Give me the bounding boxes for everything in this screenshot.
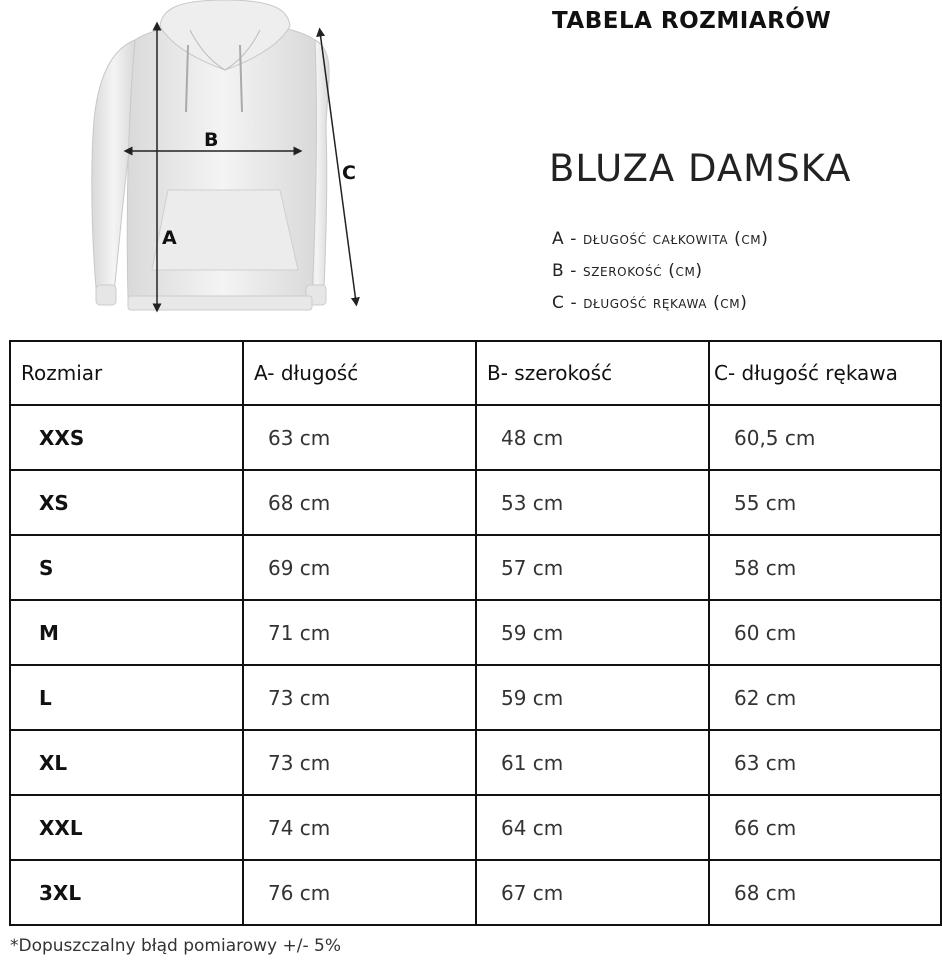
page-title: TABELA ROZMIARÓW: [552, 8, 832, 34]
header-width: B- szerokość: [476, 341, 709, 405]
cell-size: XS: [10, 470, 243, 535]
legend-b: B - szerokość (cm): [552, 261, 703, 281]
table-row: [10, 470, 941, 535]
table-row: [10, 535, 941, 600]
measurement-legend: [552, 223, 769, 319]
cell-width: 64 cm: [476, 795, 709, 860]
size-table: [9, 340, 942, 926]
cell-sleeve: 68 cm: [709, 860, 941, 925]
cell-size: XXS: [10, 405, 243, 470]
cell-size: S: [10, 535, 243, 600]
cell-length: 63 cm: [243, 405, 476, 470]
cell-width: 59 cm: [476, 665, 709, 730]
header-sleeve: C- długość rękawa: [709, 341, 941, 405]
table-row: [10, 860, 941, 925]
cell-sleeve: 55 cm: [709, 470, 941, 535]
hoodie-diagram: [80, 0, 370, 315]
header-size: Rozmiar: [10, 341, 243, 405]
cell-size: M: [10, 600, 243, 665]
cell-width: 59 cm: [476, 600, 709, 665]
cell-sleeve: 58 cm: [709, 535, 941, 600]
product-title: BLUZA DAMSKA: [549, 147, 852, 190]
cell-length: 69 cm: [243, 535, 476, 600]
cell-width: 67 cm: [476, 860, 709, 925]
cell-width: 61 cm: [476, 730, 709, 795]
cell-size: XL: [10, 730, 243, 795]
cell-length: 76 cm: [243, 860, 476, 925]
cell-size: XXL: [10, 795, 243, 860]
cell-sleeve: 60 cm: [709, 600, 941, 665]
label-a: A: [162, 227, 177, 249]
table-row: [10, 665, 941, 730]
cell-sleeve: 60,5 cm: [709, 405, 941, 470]
cell-length: 73 cm: [243, 730, 476, 795]
legend-a: A - długość całkowita (cm): [552, 229, 769, 249]
cell-length: 74 cm: [243, 795, 476, 860]
cell-sleeve: 63 cm: [709, 730, 941, 795]
table-row: [10, 600, 941, 665]
header-length: A- długość: [243, 341, 476, 405]
label-b: B: [204, 129, 219, 151]
table-row: [10, 405, 941, 470]
cell-length: 68 cm: [243, 470, 476, 535]
cell-sleeve: 62 cm: [709, 665, 941, 730]
cell-size: 3XL: [10, 860, 243, 925]
tolerance-footnote: *Dopuszczalny błąd pomiarowy +/- 5%: [10, 936, 341, 956]
cell-width: 57 cm: [476, 535, 709, 600]
cell-sleeve: 66 cm: [709, 795, 941, 860]
cell-length: 73 cm: [243, 665, 476, 730]
table-header-row: [10, 341, 941, 405]
table-row: [10, 795, 941, 860]
table-row: [10, 730, 941, 795]
cell-width: 48 cm: [476, 405, 709, 470]
cell-width: 53 cm: [476, 470, 709, 535]
label-c: C: [342, 162, 356, 184]
cell-size: L: [10, 665, 243, 730]
legend-c: C - długość rękawa (cm): [552, 293, 748, 313]
cell-length: 71 cm: [243, 600, 476, 665]
